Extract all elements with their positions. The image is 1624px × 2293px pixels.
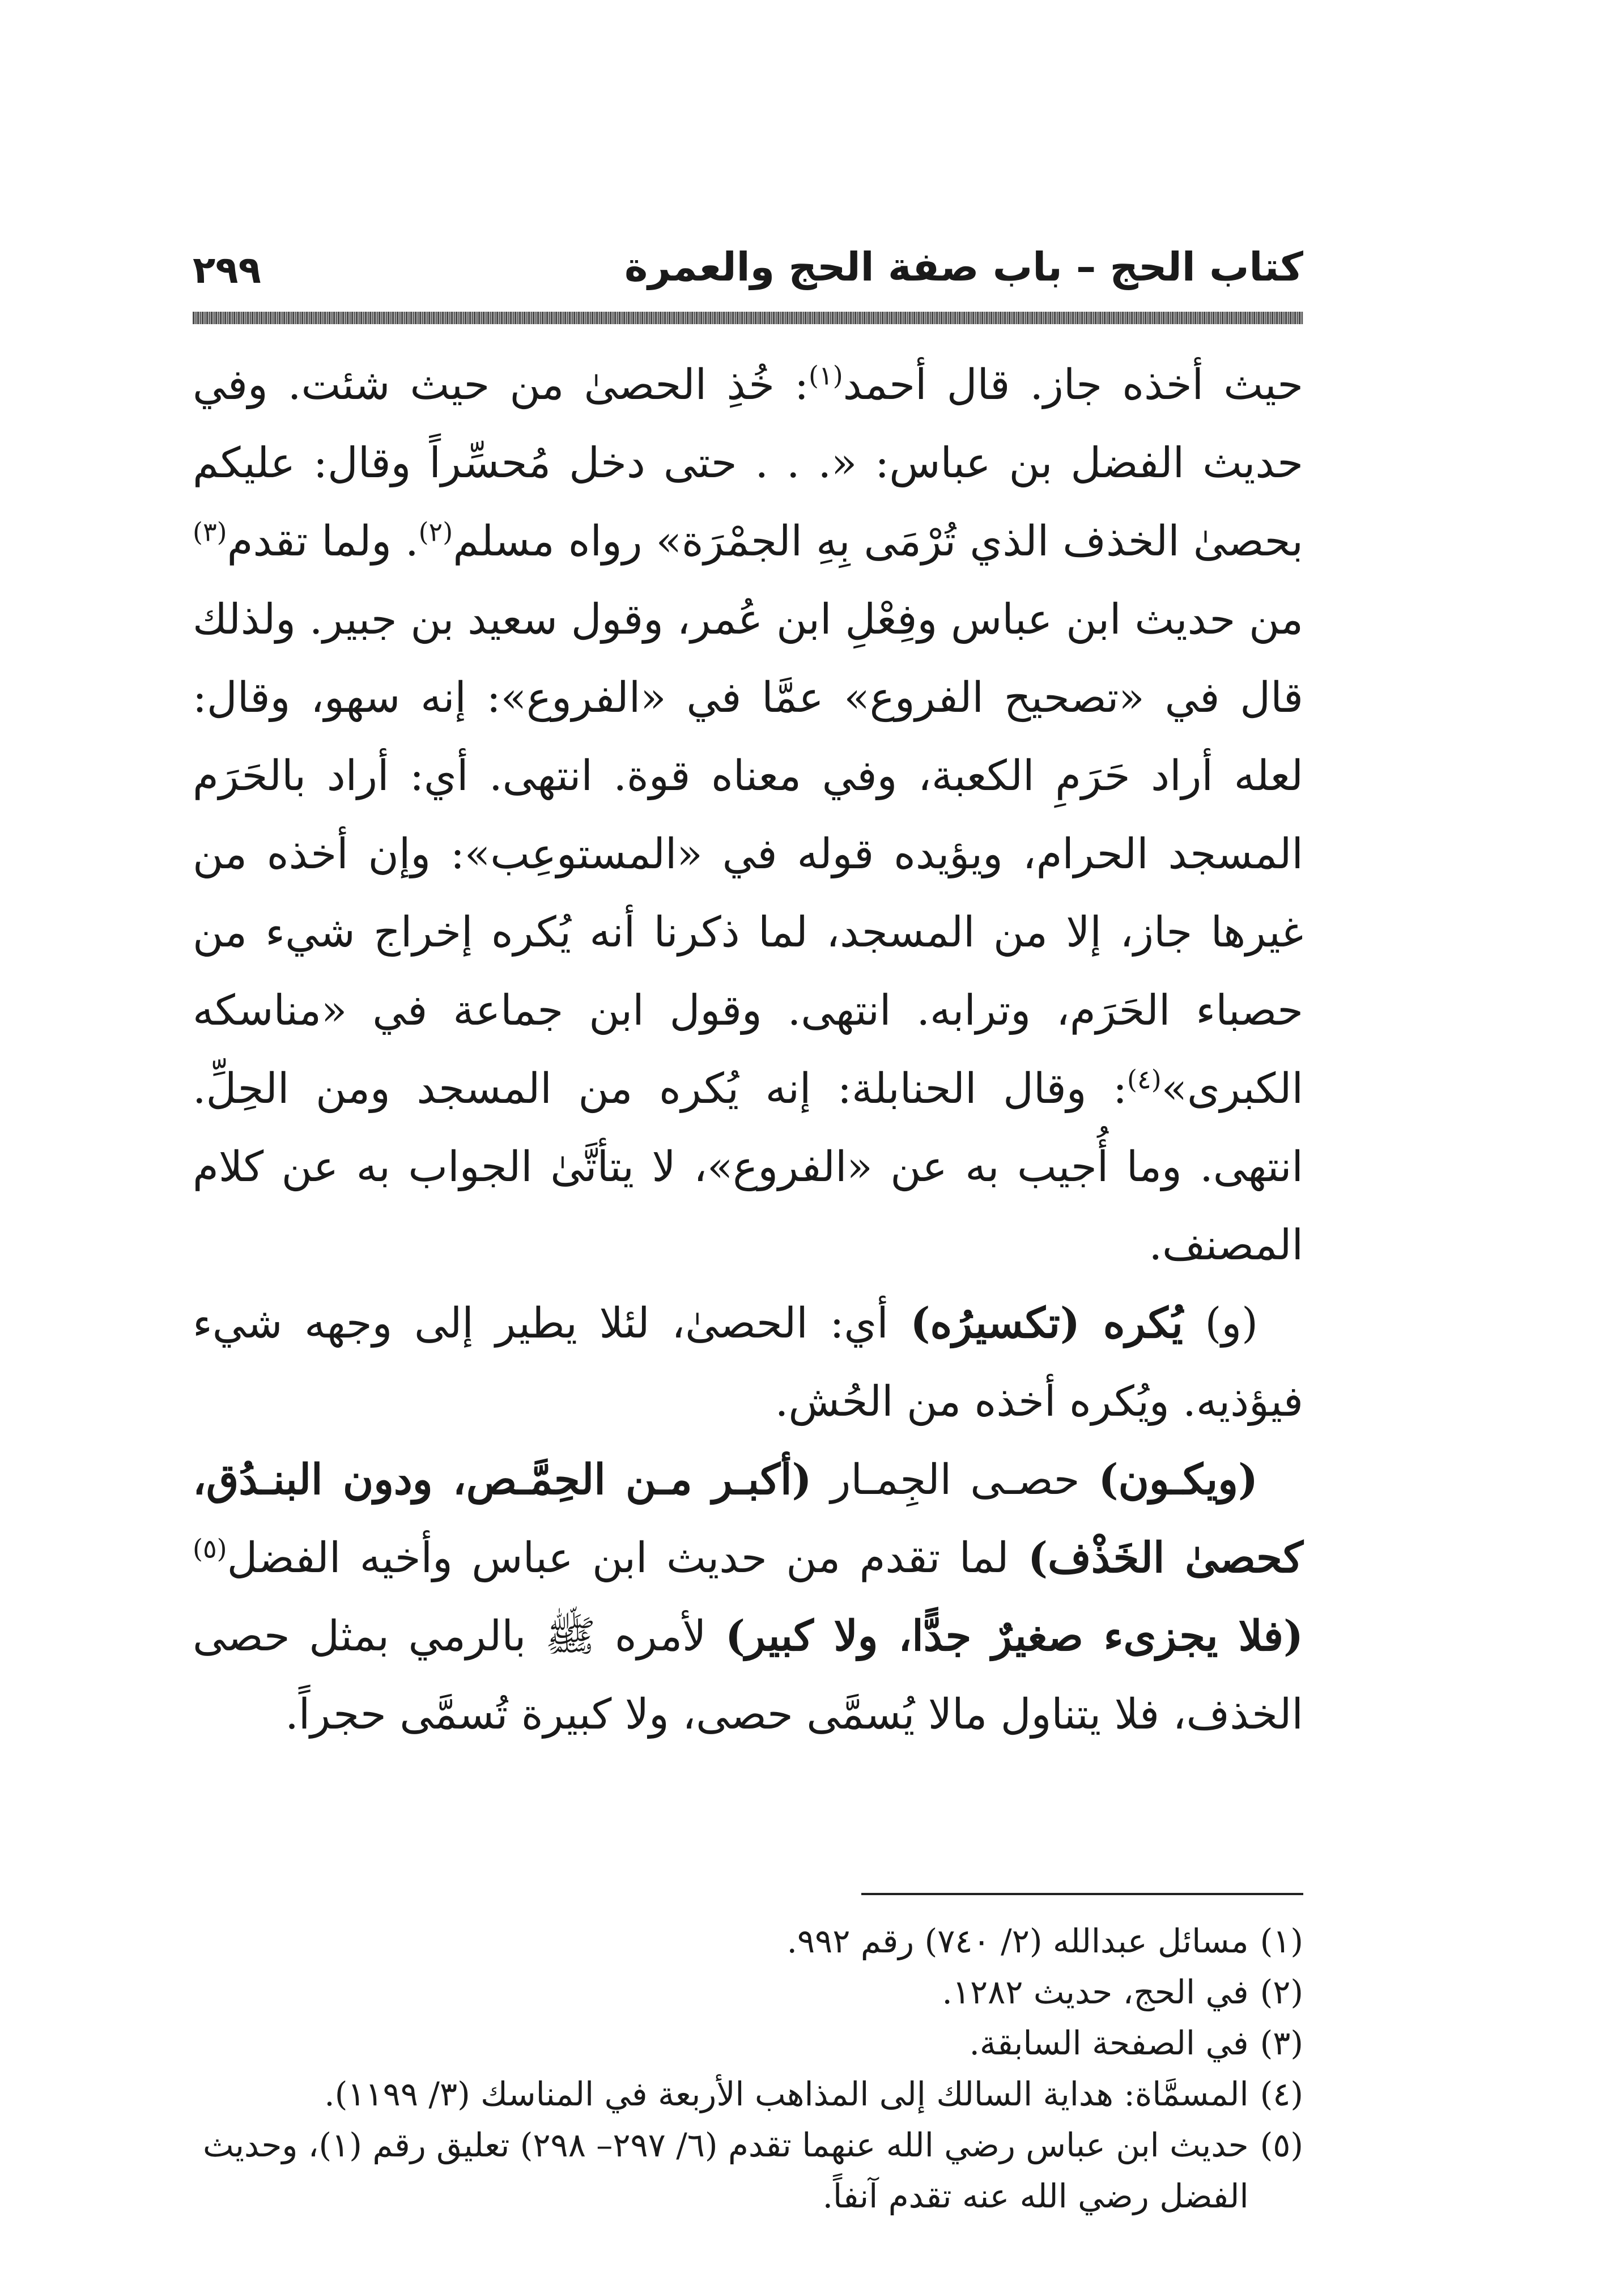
matn-text: (فلا يجزىء صغيرٌ جدًّا، ولا كبير) (725, 1612, 1303, 1661)
footnote-1 (193, 1916, 1303, 1967)
footnote-ref-4: (٤) (1127, 1064, 1162, 1095)
footnote-3 (193, 2018, 1303, 2069)
matn-text: (ويكـون) (1098, 1455, 1258, 1504)
footnote-text: في الصفحة السابقة. (969, 2024, 1249, 2062)
main-text (193, 346, 1303, 1753)
paragraph-1 (193, 346, 1303, 1284)
footnote-number: (١) (1260, 1922, 1303, 1960)
footnote-ref-5: (٥) (193, 1533, 227, 1564)
header-rule (193, 312, 1303, 324)
matn-text: (أكبـر مـن الحِمَّـص، ودون البنـدُق، كحصىٰ الخَذْف) (193, 1455, 1303, 1582)
footnote-5 (193, 2120, 1303, 2222)
footnote-ref-1: (١) (809, 360, 843, 391)
text-run: حصـى الجِمـار (811, 1455, 1099, 1504)
footnote-ref-3: (٣) (193, 516, 227, 547)
footnote-separator (861, 1893, 1303, 1895)
text-run: : خُذِ الحصىٰ من حيث شئت. وفي حديث الفضل بن عباس: «. . . حتى دخل مُحسِّراً وقال: عليكم بحصىٰ الخذف الذي تُرْمَى بِهِ الجمْرَة» رواه مسلم (193, 360, 1303, 566)
text-run: لأمره ﷺ بالرمي بمثل حصى الخذف، فلا يتناول مالا يُسمَّى حصى، ولا كبيرة تُسمَّى حجراً. (193, 1612, 1303, 1739)
page-number: ٢٩٩ (193, 248, 261, 292)
text-run: من حديث ابن عباس وفِعْلِ ابن عُمر، وقول سعيد بن جبير. ولذلك قال في «تصحيح الفروع» عمَّا في «الفروع»: إنه سهو، وقال: لعله أراد حَرَمِ الكعبة، وفي معناه قوة. انتهى. أي: أراد بالحَرَم المسجد الحرام، ويؤيده قوله في «المستوعِب»: وإن أخذه من غيرها جاز، إلا من المسجد، لما ذكرنا أنه يُكره إخراج شيء من حصباء الحَرَم، وترابه. انتهى. وقول ابن جماعة في «مناسكه الكبرى» (193, 595, 1304, 1113)
text-run: حيث أخذه جاز. قال أحمد (843, 360, 1303, 409)
text-run: أي: الحصىٰ، لئلا يطير إلى وجهه شيء فيؤذيه. ويُكره أخذه من الحُش. (193, 1299, 1303, 1426)
footnote-number: (٣) (1260, 2024, 1303, 2062)
footnote-text: في الحج، حديث ١٢٨٢. (942, 1973, 1249, 2011)
footnote-4 (193, 2069, 1303, 2120)
footnote-number: (٢) (1260, 1973, 1303, 2011)
footnote-2 (193, 1967, 1303, 2018)
footnote-ref-2: (٢) (418, 516, 453, 547)
text-run: : وقال الحنابلة: إنه يُكره من المسجد ومن الحِلِّ. انتهى. وما أُجيب به عن «الفروع»، لا يتأتَّىٰ الجواب به عن كلام المصنف. (193, 1064, 1303, 1269)
footnotes (193, 1916, 1303, 2222)
paragraph-3 (193, 1441, 1303, 1753)
running-title: كتاب الحج – باب صفة الحج والعمرة (624, 244, 1303, 290)
footnote-number: (٤) (1260, 2075, 1303, 2113)
text-run: لما تقدم من حديث ابن عباس وأخيه الفضل (227, 1534, 1028, 1582)
footnote-number: (٥) (1260, 2126, 1303, 2164)
footnote-text: مسائل عبدالله (٢/ ٧٤٠) رقم ٩٩٢. (787, 1922, 1249, 1960)
footnote-text: حديث ابن عباس رضي الله عنهما تقدم (٦/ ٢٩٧– ٢٩٨) تعليق رقم (١)، وحديث الفضل رضي الله عنه تقدم آنفاً. (202, 2126, 1249, 2215)
page-header (193, 244, 1303, 306)
matn-text: يُكره (تكسيرُه) (910, 1299, 1183, 1348)
footnote-text: المسمَّاة: هداية السالك إلى المذاهب الأربعة في المناسك (٣/ ١١٩٩). (324, 2075, 1249, 2113)
text-run: . ولما تقدم (227, 517, 419, 566)
text-run: (و) (1183, 1299, 1258, 1348)
paragraph-2 (193, 1284, 1303, 1441)
